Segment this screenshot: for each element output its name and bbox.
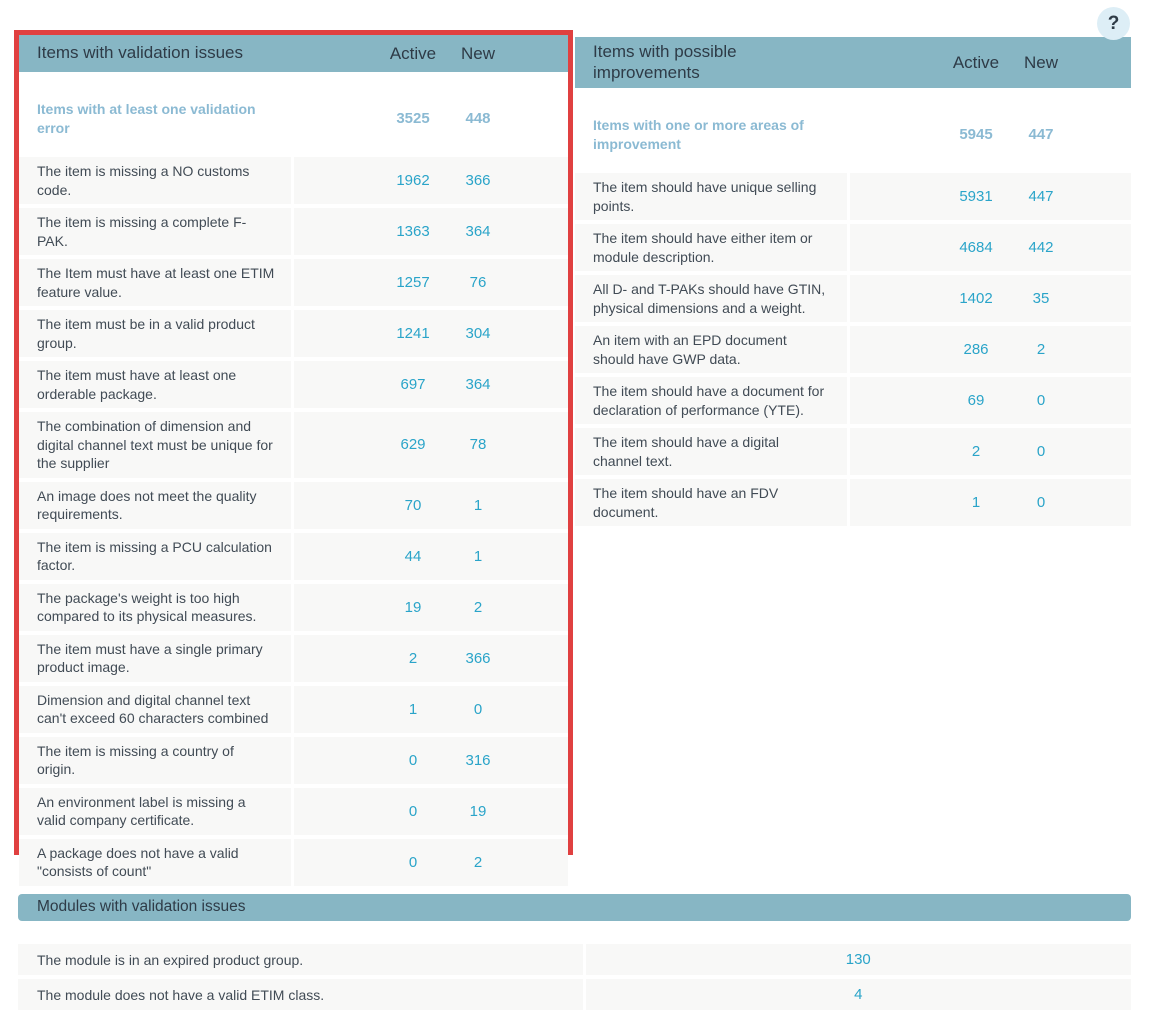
issue-label: The item must have at least one orderable package. xyxy=(19,361,294,408)
active-count[interactable]: 0 xyxy=(408,751,418,769)
improvement-label: An item with an EPD document should have GWP data. xyxy=(575,326,850,373)
active-count[interactable]: 69 xyxy=(967,392,985,409)
issue-label: A package does not have a valid "consists of count" xyxy=(19,839,294,886)
issue-label: An environment label is missing a valid company certificate. xyxy=(19,788,294,835)
module-issue-row[interactable] xyxy=(18,944,1131,975)
issue-row[interactable] xyxy=(19,737,568,784)
issue-row[interactable] xyxy=(19,259,568,306)
new-count[interactable]: 0 xyxy=(1036,494,1046,511)
issue-row[interactable] xyxy=(19,686,568,733)
new-count[interactable]: 366 xyxy=(465,649,491,667)
panel-title: Items with validation issues xyxy=(37,43,243,63)
new-count[interactable]: 366 xyxy=(465,172,491,189)
issue-label: An image does not meet the quality requirements. xyxy=(19,482,294,529)
improvement-label: All D- and T-PAKs should have GTIN, physical dimensions and a weight. xyxy=(575,275,850,322)
active-count[interactable]: 2 xyxy=(408,649,418,667)
new-count[interactable]: 0 xyxy=(1036,392,1046,409)
new-count[interactable]: 364 xyxy=(465,223,491,240)
active-count[interactable]: 1402 xyxy=(959,290,993,307)
summary-row-validation-errors[interactable] xyxy=(19,92,568,145)
improvement-row[interactable] xyxy=(575,428,1131,475)
improvement-row[interactable] xyxy=(575,275,1131,322)
new-count[interactable]: 0 xyxy=(473,700,483,718)
improvement-row[interactable] xyxy=(575,224,1131,271)
issue-label: The combination of dimension and digital channel text must be unique for the supplier xyxy=(19,412,294,478)
issue-label: Dimension and digital channel text can't exceed 60 characters combined xyxy=(19,686,294,733)
module-issue-count[interactable]: 4 xyxy=(854,986,863,1003)
module-issue-label: The module is in an expired product group. xyxy=(18,944,586,975)
possible-improvements-panel xyxy=(575,37,1131,530)
new-count[interactable]: 442 xyxy=(1028,239,1054,256)
issue-label: The item is missing a NO customs code. xyxy=(19,157,294,204)
new-count[interactable]: 76 xyxy=(469,274,487,291)
summary-label: Items with at least one validation error xyxy=(37,101,256,136)
active-count[interactable]: 1257 xyxy=(396,274,430,291)
active-count[interactable]: 629 xyxy=(400,436,426,454)
active-count[interactable]: 4684 xyxy=(959,239,993,256)
active-count[interactable]: 44 xyxy=(404,547,422,565)
issue-row[interactable] xyxy=(19,208,568,255)
new-count[interactable]: 1 xyxy=(473,496,483,514)
issue-label: The package's weight is too high compared to its physical measures. xyxy=(19,584,294,631)
active-count[interactable]: 1 xyxy=(408,700,418,718)
new-count[interactable]: 447 xyxy=(1028,188,1054,205)
active-count[interactable]: 5931 xyxy=(959,188,993,205)
active-count[interactable]: 0 xyxy=(408,802,418,820)
new-count[interactable]: 304 xyxy=(465,325,491,342)
new-count[interactable]: 0 xyxy=(1036,443,1046,460)
summary-row-improvements[interactable] xyxy=(575,108,1131,161)
improvement-row-list xyxy=(575,173,1131,526)
new-count[interactable]: 2 xyxy=(1036,341,1046,358)
improvement-label: The item should have an FDV document. xyxy=(575,479,850,526)
module-issue-label: The module does not have a valid ETIM class. xyxy=(18,979,586,1010)
new-count[interactable]: 364 xyxy=(465,376,491,393)
possible-improvements-header xyxy=(575,37,1131,88)
issue-label: The Item must have at least one ETIM feature value. xyxy=(19,259,294,306)
column-header-new: New xyxy=(1023,52,1058,72)
active-count[interactable]: 1 xyxy=(971,494,981,511)
new-count[interactable]: 2 xyxy=(473,598,483,616)
issue-row[interactable] xyxy=(19,361,568,408)
issue-row[interactable] xyxy=(19,310,568,357)
issue-row[interactable] xyxy=(19,157,568,204)
active-count[interactable]: 286 xyxy=(963,341,989,358)
new-count[interactable]: 19 xyxy=(469,802,487,820)
question-mark-icon: ? xyxy=(1107,12,1120,34)
validation-issues-header xyxy=(19,35,568,72)
active-count[interactable]: 0 xyxy=(408,853,418,871)
module-issue-count[interactable]: 130 xyxy=(845,951,871,968)
validation-issues-rows xyxy=(19,72,568,886)
active-count[interactable]: 697 xyxy=(400,376,426,393)
issue-label: The item is missing a complete F-PAK. xyxy=(19,208,294,255)
active-count[interactable]: 70 xyxy=(404,496,422,514)
issue-row[interactable] xyxy=(19,839,568,886)
active-count[interactable]: 1962 xyxy=(396,172,430,189)
improvement-row[interactable] xyxy=(575,173,1131,220)
issue-row-list xyxy=(19,157,568,886)
issue-row[interactable] xyxy=(19,412,568,478)
improvement-label: The item should have unique selling points. xyxy=(575,173,850,220)
improvement-label: The item should have a document for declaration of performance (YTE). xyxy=(575,377,850,424)
improvement-label: The item should have either item or module description. xyxy=(575,224,850,271)
new-count[interactable]: 448 xyxy=(465,110,491,127)
new-count[interactable]: 2 xyxy=(473,853,483,871)
validation-issues-panel xyxy=(19,35,568,886)
issue-label: The item must be in a valid product group. xyxy=(19,310,294,357)
new-count[interactable]: 35 xyxy=(1032,290,1050,307)
active-count[interactable]: 1241 xyxy=(396,325,430,342)
column-header-active: Active xyxy=(389,43,437,63)
issue-label: The item must have a single primary product image. xyxy=(19,635,294,682)
improvement-row[interactable] xyxy=(575,326,1131,373)
help-button[interactable] xyxy=(1097,7,1130,40)
module-issue-row[interactable] xyxy=(18,979,1131,1010)
improvement-row[interactable] xyxy=(575,377,1131,424)
column-header-new: New xyxy=(460,43,495,63)
issue-row[interactable] xyxy=(19,788,568,835)
issue-label: The item is missing a PCU calculation factor. xyxy=(19,533,294,580)
active-count[interactable]: 2 xyxy=(971,443,981,460)
issue-row[interactable] xyxy=(19,482,568,529)
active-count[interactable]: 5945 xyxy=(959,126,993,143)
issue-label: The item is missing a country of origin. xyxy=(19,737,294,784)
modules-issues-rows xyxy=(18,944,1131,1014)
panel-title: Modules with validation issues xyxy=(37,898,246,916)
new-count[interactable]: 78 xyxy=(469,436,487,454)
active-count[interactable]: 19 xyxy=(404,598,422,616)
possible-improvements-rows xyxy=(575,88,1131,526)
column-header-active: Active xyxy=(952,52,1000,72)
issue-row[interactable] xyxy=(19,635,568,682)
modules-issues-header xyxy=(18,894,1131,921)
issue-row[interactable] xyxy=(19,533,568,580)
improvement-row[interactable] xyxy=(575,479,1131,526)
issue-row[interactable] xyxy=(19,584,568,631)
active-count[interactable]: 1363 xyxy=(396,223,430,240)
highlight-box xyxy=(14,30,573,879)
active-count[interactable]: 3525 xyxy=(396,110,430,127)
new-count[interactable]: 447 xyxy=(1028,126,1054,143)
panel-title: Items with possible improvements xyxy=(593,41,737,82)
new-count[interactable]: 316 xyxy=(465,751,491,769)
improvement-label: The item should have a digital channel text. xyxy=(575,428,850,475)
summary-label: Items with one or more areas of improvement xyxy=(593,117,804,152)
new-count[interactable]: 1 xyxy=(473,547,483,565)
